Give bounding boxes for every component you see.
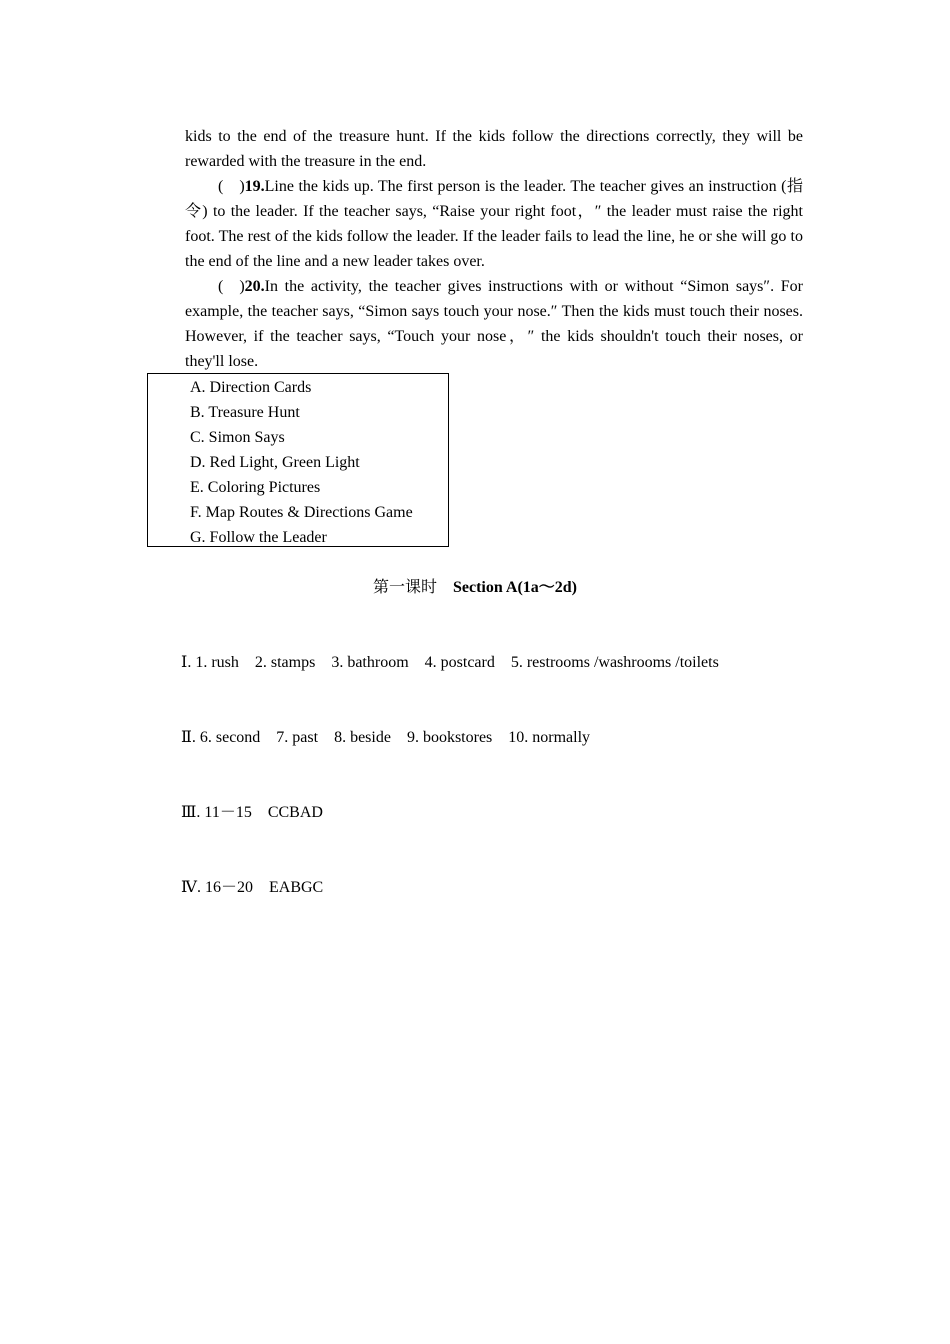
- options-box: [147, 373, 449, 547]
- option-b: B. Treasure Hunt: [190, 404, 300, 421]
- option-d: D. Red Light, Green Light: [190, 454, 360, 471]
- answer-line-4: Ⅳ. 16－20 EABGC: [181, 879, 324, 896]
- answer-blank-20[interactable]: ( ): [218, 278, 245, 295]
- answer-line-3: Ⅲ. 11－15 CCBAD: [181, 804, 323, 821]
- option-c: C. Simon Says: [190, 429, 285, 446]
- question-20: [185, 274, 803, 374]
- answer-key-title-cn: 第一课时: [372, 579, 437, 596]
- question-19: [185, 174, 803, 274]
- option-a: A. Direction Cards: [190, 379, 312, 396]
- answer-key-lines: [181, 600, 719, 950]
- answer-key-title-section: Section A(1a～2d): [453, 579, 578, 596]
- option-g: G. Follow the Leader: [190, 529, 327, 546]
- reading-passage: [185, 124, 803, 374]
- option-e: E. Coloring Pictures: [190, 479, 321, 496]
- question-number-20: 20.: [244, 278, 265, 295]
- question-text-19: Line the kids up. The first person is the leader. The teacher gives an instruction (指令) to the leader. If the teacher says, “Raise your right foot，″ the leader must raise the right foot. The rest of the kids follow the leader. If the leader fails to lead the line, he or she will go to the end of the line and a new leader takes over.: [185, 178, 803, 270]
- answer-blank-19[interactable]: ( ): [218, 178, 245, 195]
- option-f: F. Map Routes & Directions Game: [190, 504, 413, 521]
- answer-line-2: Ⅱ. 6. second 7. past 8. beside 9. bookstores 10. normally: [181, 729, 591, 746]
- answer-key-title: [0, 575, 950, 600]
- answer-line-1: Ⅰ. 1. rush 2. stamps 3. bathroom 4. postcard 5. restrooms /washrooms /toilets: [181, 654, 719, 671]
- question-number-19: 19.: [244, 178, 265, 195]
- question-text-20: In the activity, the teacher gives instructions with or without “Simon says″. For example, the teacher says, “Simon says touch your nose.″ Then the kids must touch their noses. However, if the teacher says, “Touch your nose，″ the kids shouldn't touch their noses, or they'll lose.: [185, 278, 803, 370]
- passage-paragraph-intro: kids to the end of the treasure hunt. If the kids follow the directions correctly, they will be rewarded with the treasure in the end.: [185, 128, 803, 170]
